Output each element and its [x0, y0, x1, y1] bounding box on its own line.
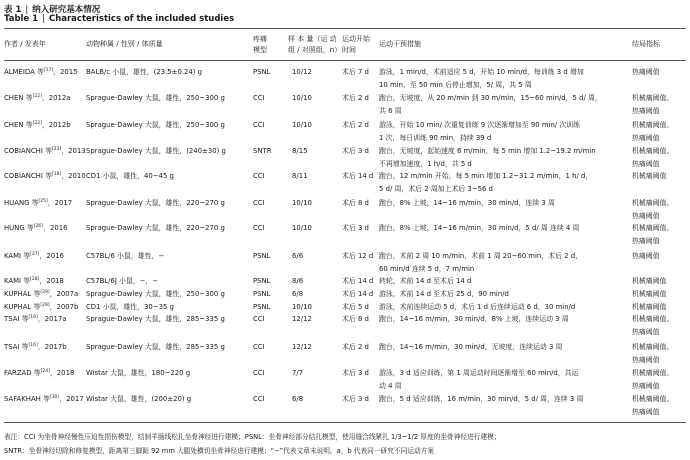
outcome-line: 热痛阈值 [632, 327, 660, 336]
author-cell: ALMEIDA 等[17]，2015 [4, 68, 78, 76]
outcome-cell [632, 250, 660, 263]
outcome-line: 热痛阈值 [632, 355, 660, 364]
intervention-line: 游泳，术前 14 d 至术后 25 d，90 min/d [379, 290, 509, 298]
start-time-cell: 术后 7 d [342, 68, 369, 76]
animal-cell: Sprague-Dawley 大鼠，雄性，285~335 g [86, 343, 225, 351]
author-name: KUPHAL 等 [4, 303, 41, 311]
intervention-line: 不再增加速度，1 h/d，共 5 d [379, 159, 472, 168]
animal-cell: Sprague-Dawley 大鼠，雄性，(240±30) g [86, 147, 226, 155]
intervention-cell [379, 170, 592, 195]
sample-size-cell: 10/10 [292, 303, 312, 311]
pain-model-cell: CCI [253, 94, 265, 102]
outcome-line: 热痛阈值 [632, 68, 660, 76]
intervention-line: 10 min，至 50 min 后停止增加，5/ 周，共 5 周 [379, 80, 532, 89]
author-name: ALMEIDA 等 [4, 68, 44, 76]
intervention-line: 跑台，术前 2 周 10 m/min，术前 1 周 20~60 min，术后 2 d， [379, 252, 582, 260]
author-cell: CHEN 等[22]，2012b [4, 121, 71, 129]
sample-size-cell: 8/15 [292, 147, 308, 155]
animal-cell: Sprague-Dawley 大鼠，雄性，220~270 g [86, 199, 225, 207]
outcome-line: 机械痛阈值、 [632, 224, 674, 232]
intervention-cell [379, 341, 562, 354]
intervention-line: 跑台，无坡度，从 20 m/min 到 30 m/min，15~60 min/d，5 d/ 周， [379, 94, 602, 102]
reference-number: [27] [30, 252, 40, 257]
sample-size-cell: 6/8 [292, 395, 304, 403]
intervention-cell [379, 393, 583, 406]
pain-model-cell: CCI [253, 172, 265, 180]
table-note-line-2: SNTR：坐骨神经切除和修复模型，距离第三脚趾 92 mm 大腿处横切坐骨神经进行建模；“−”代表文章未说明。a，b 代表同一研究不同运动方案 [4, 447, 435, 455]
header-start-time-line2: 时间 [342, 45, 356, 54]
outcome-line: 热痛阈值 [632, 236, 660, 245]
author-cell: KAMI 等[28]，2018 [4, 277, 64, 285]
author-cell: FARZAD 等[24]，2018 [4, 369, 75, 377]
reference-number: [16] [28, 343, 38, 348]
sample-size-cell: 6/8 [292, 290, 304, 298]
publication-year: 2015 [60, 68, 78, 76]
publication-year: 2018 [46, 277, 64, 285]
outcome-line: 机械痛阈值、 [632, 94, 674, 102]
author-cell: SAFAKHAH 等[30]，2017 [4, 395, 84, 403]
author-cell: KAMI 等[27]，2016 [4, 252, 64, 260]
intervention-line: 5 d/ 周，术后 2 周加上术后 3~56 d [379, 184, 493, 193]
outcome-line: 热痛阈值 [632, 133, 660, 142]
intervention-cell [379, 145, 596, 170]
intervention-line: 跑台，8% 上坡，14~16 m/min，30 min/d，5 d/ 周 连续 4 周 [379, 224, 580, 232]
author-cell: HUANG 等[25]，2017 [4, 199, 73, 207]
outcome-line: 热痛阈值 [632, 381, 660, 390]
outcome-cell [632, 341, 673, 366]
publication-year: 2017 [66, 395, 84, 403]
intervention-cell [379, 66, 584, 91]
pain-model-cell: CCI [253, 343, 265, 351]
start-time-cell: 术后 3 d [342, 224, 369, 232]
header-start-time [342, 34, 370, 55]
outcome-line: 机械痛阈值、 [632, 147, 674, 155]
outcome-cell [632, 367, 673, 392]
header-sample-size-line2: 组 / 对照组，n） [288, 45, 342, 54]
publication-year: 2007a [56, 290, 79, 298]
table-title-cn: 纳入研究基本情况 [32, 5, 101, 15]
outcome-cell [632, 197, 673, 222]
author-name: TSAI 等 [4, 343, 29, 351]
animal-cell: BALB/c 小鼠，雄性，(23.5±0.24) g [86, 68, 203, 76]
outcome-cell [632, 92, 673, 117]
intervention-line: 游泳，开始 10 min/ 次重复训练 9 次逐渐增加至 90 min/ 次训练 [379, 121, 580, 129]
sample-size-cell: 8/6 [292, 277, 304, 285]
outcome-line: 机械痛阈值、 [632, 369, 674, 377]
intervention-line: 游泳，3 d 适应训练，第 1 周运动时间逐渐增至 60 min/d，共运 [379, 369, 579, 377]
outcome-cell [632, 222, 673, 247]
author-cell: COBIANCHI 等[18]，2010 [4, 172, 86, 180]
intervention-cell [379, 275, 471, 288]
outcome-cell [632, 66, 660, 79]
outcome-cell [632, 170, 666, 183]
intervention-cell [379, 288, 509, 301]
reference-number: [23] [51, 147, 62, 152]
reference-number: [26] [33, 224, 44, 229]
animal-cell: Sprague-Dawley 大鼠，雄性，250~300 g [86, 290, 225, 298]
table-label-en: Table 1 [4, 14, 39, 24]
publication-year: 2017 [54, 199, 73, 207]
start-time-cell: 术后 3 d [342, 147, 369, 155]
outcome-line: 机械痛阈值 [632, 290, 667, 298]
sample-size-cell: 6/6 [292, 252, 304, 260]
reference-number: [18] [51, 172, 62, 177]
header-model [253, 34, 267, 55]
reference-number: [29] [40, 303, 50, 308]
start-time-cell: 术后 14 d [342, 172, 374, 180]
reference-number: [29] [40, 290, 50, 295]
author-cell: COBIANCHI 等[23]，2013 [4, 147, 86, 155]
outcome-line: 机械痛阈值、 [632, 343, 674, 351]
outcome-line: 热痛阈值 [632, 407, 660, 416]
intervention-line: 转轮，术前 14 d 至术后 14 d [379, 277, 472, 285]
publication-year: 2010 [68, 172, 86, 180]
intervention-line: 1 次，每日训练 90 min，持续 39 d [379, 133, 492, 142]
outcome-line: 机械痛阈值、 [632, 315, 674, 323]
pain-model-cell: CCI [253, 199, 265, 207]
pain-model-cell: PSNL [253, 252, 271, 260]
reference-number: [25] [38, 199, 48, 204]
intervention-line: 跑台，8% 上坡，14~16 m/min，30 min/d，连续 3 周 [379, 199, 555, 207]
start-time-cell: 术后 8 d [342, 199, 369, 207]
start-time-cell: 术后 3 d [342, 369, 369, 377]
author-name: COBIANCHI 等 [4, 147, 52, 155]
sample-size-cell: 10/10 [292, 199, 312, 207]
pain-model-cell: PSNL [253, 68, 271, 76]
sample-size-cell: 12/12 [292, 315, 312, 323]
author-name: COBIANCHI 等 [4, 172, 52, 180]
outcome-line: 热痛阈值 [632, 159, 660, 168]
intervention-line: 60 min/d 连续 5 d，7 m/min [379, 264, 475, 273]
sample-size-cell: 7/7 [292, 369, 304, 377]
author-name: KUPHAL 等 [4, 290, 41, 298]
reference-number: [22] [32, 94, 42, 99]
header-sample-size-line1: 样 本 量（运 动 [288, 35, 337, 43]
outcome-line: 热痛阈值 [632, 252, 660, 260]
start-time-cell: 术后 8 d [342, 315, 369, 323]
start-time-cell: 术后 12 d [342, 252, 374, 260]
intervention-cell [379, 197, 555, 210]
header-sample-size [288, 34, 341, 55]
pain-model-cell: CCI [253, 315, 265, 323]
sample-size-cell: 10/10 [292, 94, 312, 102]
pain-model-cell: CCI [253, 121, 265, 129]
start-time-cell: 术后 2 d [342, 94, 369, 102]
animal-cell: CD1 小鼠，雄性，40~45 g [86, 172, 174, 180]
animal-cell: CD1 小鼠，雄性，30~35 g [86, 303, 174, 311]
caption-en [4, 14, 234, 24]
pain-model-cell: CCI [253, 395, 265, 403]
intervention-cell [379, 301, 575, 314]
caption-separator: | [42, 14, 45, 24]
publication-year: 2017a [44, 315, 67, 323]
header-outcome: 结局指标 [632, 40, 660, 48]
author-name: SAFAKHAH 等 [4, 395, 50, 403]
publication-year: 2017b [44, 343, 67, 351]
table-title-en: Characteristics of the included studies [48, 14, 235, 24]
author-name: TSAI 等 [4, 315, 29, 323]
sample-size-cell: 10/10 [292, 224, 312, 232]
intervention-line: 共 6 周 [379, 106, 402, 115]
intervention-cell [379, 92, 602, 117]
intervention-cell [379, 313, 569, 326]
outcome-cell [632, 145, 673, 170]
outcome-cell [632, 288, 666, 301]
table-label-cn: 表 1 [4, 5, 22, 15]
outcome-line: 机械痛阈值 [632, 303, 667, 311]
outcome-line: 机械痛阈值 [632, 277, 667, 285]
intervention-line: 跑台，14~16 m/min，30 min/d，8% 上坡，连续运动 3 周 [379, 315, 569, 323]
reference-number: [24] [40, 369, 50, 374]
outcome-line: 机械痛阈值、 [632, 121, 674, 129]
intervention-line: 跑台，12 m/min 开始，每 5 min 增加 1.2~31.2 m/min，1 h/ d， [379, 172, 593, 180]
top-rule [4, 28, 686, 29]
author-cell: CHEN 等[22]，2012a [4, 94, 71, 102]
author-cell: KUPHAL 等[29]，2007b [4, 303, 79, 311]
author-name: CHEN 等 [4, 94, 33, 102]
sample-size-cell: 12/12 [292, 343, 312, 351]
reference-number: [16] [28, 315, 38, 320]
header-start-time-line1: 运动开始 [342, 35, 370, 43]
outcome-cell [632, 313, 673, 338]
pain-model-cell: PSNL [253, 303, 271, 311]
pain-model-cell: CCI [253, 369, 265, 377]
animal-cell: Sprague-Dawley 大鼠，雄性，250~300 g [86, 94, 225, 102]
reference-number: [17] [43, 68, 54, 73]
publication-year: 2016 [49, 224, 68, 232]
animal-cell: Wistar 大鼠，雄性，(200±20) g [86, 395, 192, 403]
outcome-line: 机械痛阈值、 [632, 395, 674, 403]
intervention-line: 游泳，1 min/d，术前适应 5 d，开始 10 min/d，每训练 3 d 增加 [379, 68, 584, 76]
publication-year: 2012b [48, 121, 71, 129]
outcome-line: 机械痛阈值、 [632, 199, 674, 207]
outcome-cell [632, 301, 666, 314]
start-time-cell: 术后 14 d [342, 290, 374, 298]
author-name: CHEN 等 [4, 121, 33, 129]
animal-cell: C57BL/6 小鼠，雄性，− [86, 252, 165, 260]
header-model-line2: 模型 [253, 45, 267, 54]
start-time-cell: 术后 2 d [342, 343, 369, 351]
reference-number: [30] [49, 395, 60, 400]
intervention-line: 动 4 周 [379, 381, 402, 390]
outcome-cell [632, 119, 673, 144]
intervention-line: 游泳，术前连续运动 5 d，术后 1 d 后连续运动 6 d，30 min/d [379, 303, 576, 311]
animal-cell: Sprague-Dawley 大鼠，雄性，285~335 g [86, 315, 225, 323]
start-time-cell: 术后 14 d [342, 277, 374, 285]
animal-cell: C57BL/6J 小鼠，−，− [86, 277, 159, 285]
intervention-line: 跑台，5 d 适应训练，16 m/min，30 min/d，5 d/ 周，连续 3 周 [379, 395, 584, 403]
intervention-cell [379, 250, 582, 275]
start-time-cell: 术后 2 d [342, 121, 369, 129]
intervention-line: 跑台，无坡度，起始速度 6 m/min，每 5 min 增加 1.2~19.2 m/min [379, 147, 596, 155]
publication-year: 2012a [48, 94, 71, 102]
animal-cell: Wistar 大鼠，雄性，180~220 g [86, 369, 191, 377]
author-name: HUNG 等 [4, 224, 34, 232]
publication-year: 2018 [56, 369, 75, 377]
animal-cell: Sprague-Dawley 大鼠，雄性，220~270 g [86, 224, 225, 232]
reference-number: [22] [32, 121, 42, 126]
header-model-line1: 疼痛 [253, 35, 267, 43]
header-animal: 动物种属 / 性别 / 体质量 [86, 40, 163, 48]
header-intervention: 运动干预措施 [379, 40, 421, 48]
sample-size-cell: 10/12 [292, 68, 312, 76]
publication-year: 2007b [56, 303, 79, 311]
caption-separator: | [25, 5, 29, 15]
intervention-cell [379, 119, 580, 144]
pain-model-cell: PSNL [253, 277, 271, 285]
author-cell: KUPHAL 等[29]，2007a [4, 290, 79, 298]
sample-size-cell: 10/10 [292, 121, 312, 129]
pain-model-cell: SNTR [253, 147, 272, 155]
table-note-line-1: 表注：CCI 为坐骨神经慢性压迫性损伤模型，结制羊肠线松扎坐骨神经进行建模；PSNL：坐骨神经部分结扎模型，使用缝合线紧扎 1/3~1/2 厚度的坐骨神经进行建模； [4, 433, 501, 441]
header-author: 作者 / 发表年 [4, 40, 46, 48]
outcome-line: 机械痛阈值 [632, 172, 667, 180]
author-cell: TSAI 等[16]，2017b [4, 343, 67, 351]
reference-number: [28] [30, 277, 40, 282]
intervention-cell [379, 367, 578, 392]
author-name: KAMI 等 [4, 277, 31, 285]
author-name: FARZAD 等 [4, 369, 41, 377]
start-time-cell: 术后 5 d [342, 303, 369, 311]
pain-model-cell: CCI [253, 224, 265, 232]
author-cell: HUNG 等[26]，2016 [4, 224, 68, 232]
start-time-cell: 术后 3 d [342, 395, 369, 403]
header-rule [4, 60, 686, 61]
bottom-rule [4, 422, 686, 423]
sample-size-cell: 8/11 [292, 172, 308, 180]
intervention-line: 跑台，14~16 m/min，30 min/d，无坡度，连续运动 3 周 [379, 343, 563, 351]
publication-year: 2013 [68, 147, 86, 155]
outcome-line: 热痛阈值 [632, 211, 660, 220]
animal-cell: Sprague-Dawley 大鼠，雄性，250~300 g [86, 121, 225, 129]
publication-year: 2016 [46, 252, 64, 260]
author-cell: TSAI 等[16]，2017a [4, 315, 67, 323]
outcome-line: 热痛阈值 [632, 106, 660, 115]
author-name: KAMI 等 [4, 252, 31, 260]
outcome-cell [632, 393, 673, 418]
pain-model-cell: PSNL [253, 290, 271, 298]
intervention-cell [379, 222, 579, 235]
author-name: HUANG 等 [4, 199, 39, 207]
outcome-cell [632, 275, 666, 288]
